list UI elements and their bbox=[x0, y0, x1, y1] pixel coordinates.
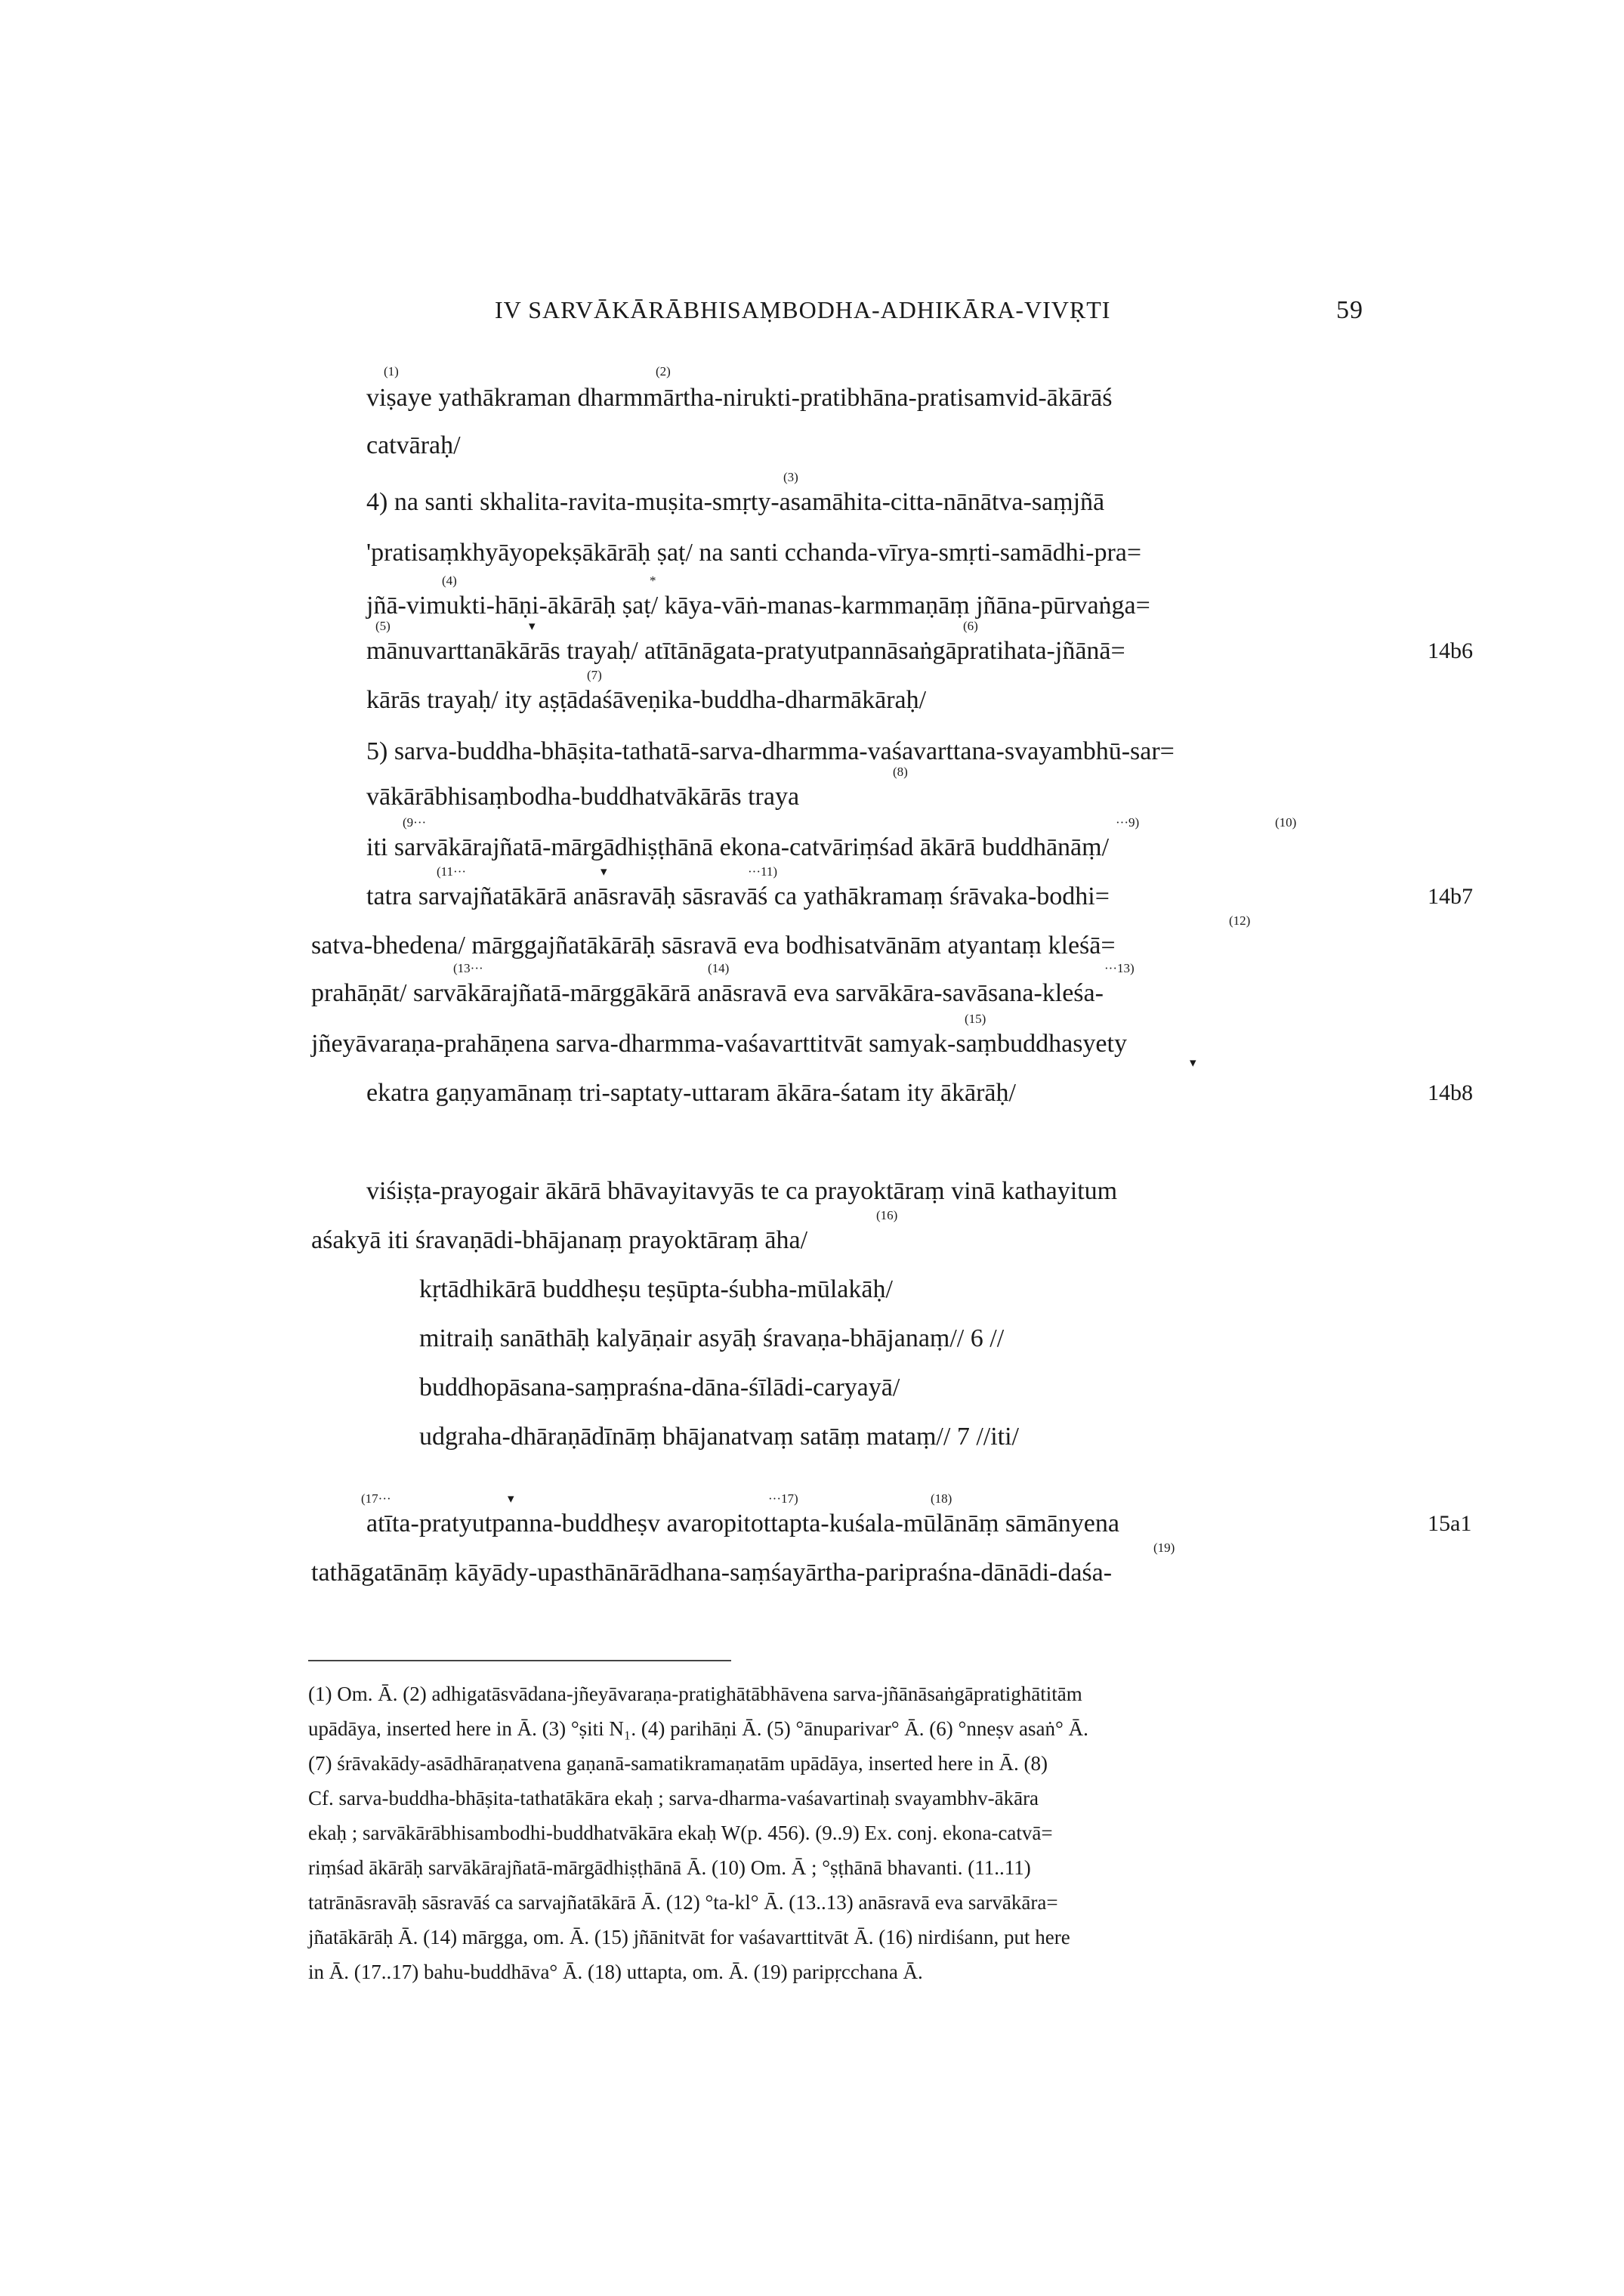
footnote-marker: (11··· bbox=[437, 864, 467, 879]
text-line: 'pratisaṃkhyāyopekṣākārāḥ ṣaṭ/ na santi cchanda-vīrya-smṛti-samādhi-pra= bbox=[366, 539, 1142, 567]
text-line: tatra sarvajñatākārā anāsravāḥ sāsravāś ca yathākramaṃ śrāvaka-bodhi= bbox=[366, 882, 1110, 910]
footnote-marker: ▾ bbox=[529, 619, 536, 633]
footnote-marker: ▾ bbox=[601, 864, 607, 879]
footnote-marker: (15) bbox=[965, 1012, 986, 1026]
footnote-marker: (19) bbox=[1153, 1540, 1175, 1555]
text-line: tathāgatānāṃ kāyādy-upasthānārādhana-saṃśayārtha-paripraśna-dānādi-daśa- bbox=[311, 1559, 1113, 1587]
footnote-marker: (17··· bbox=[361, 1491, 391, 1506]
text-line: prahāṇāt/ sarvākārajñatā-mārggākārā anāsravā eva sarvākāra-savāsana-kleśa- bbox=[311, 979, 1104, 1007]
text-line: viśiṣṭa-prayogair ākārā bhāvayitavyās te ca prayoktāraṃ vinā kathayitum bbox=[366, 1177, 1118, 1205]
footnote-line: upādāya, inserted here in Ā. (3) °ṣiti N₁. (4) parihāṇi Ā. (5) °ānuparivar° Ā. (6) °nneṣv asaṅ° Ā. bbox=[308, 1717, 1088, 1740]
footnote-marker: ▾ bbox=[1190, 1055, 1196, 1070]
footnote-marker: (13··· bbox=[453, 961, 483, 975]
text-line: kārās trayaḥ/ ity aṣṭādaśāveṇika-buddha-dharmākāraḥ/ bbox=[366, 686, 927, 714]
footnote-marker: (2) bbox=[656, 364, 671, 379]
margin-ref: 14b6 bbox=[1428, 638, 1473, 663]
footnote-line: (7) śrāvakādy-asādhāraṇatvena gaṇanā-samatikramaṇatām upādāya, inserted here in Ā. (8) bbox=[308, 1752, 1048, 1775]
footnote-line: jñatākārāḥ Ā. (14) mārgga, om. Ā. (15) jñānitvāt for vaśavarttitvāt Ā. (16) nirdiśann, put here bbox=[308, 1926, 1070, 1948]
footnote-marker: (12) bbox=[1229, 913, 1251, 928]
footnote-line: riṃśad ākārāḥ sarvākārajñatā-mārgādhiṣṭhānā Ā. (10) Om. Ā ; °ṣṭhānā bhavanti. (11..11) bbox=[308, 1856, 1031, 1879]
footnote-marker: (5) bbox=[375, 619, 391, 633]
text-line: aśakyā iti śravaṇādi-bhājanaṃ prayoktāraṃ āha/ bbox=[311, 1226, 808, 1254]
text-line: 5) sarva-buddha-bhāṣita-tathatā-sarva-dharmma-vaśavarttana-svayambhū-sar= bbox=[366, 737, 1175, 765]
footnote-marker: ▾ bbox=[508, 1491, 514, 1506]
footnote-marker: (1) bbox=[384, 364, 399, 379]
footnote-marker: ···13) bbox=[1104, 961, 1135, 975]
footnote-marker: (6) bbox=[963, 619, 978, 633]
footnote-marker: ···17) bbox=[768, 1491, 798, 1506]
text-line: viṣaye yathākraman dharmmārtha-nirukti-pratibhāna-pratisamvid-ākārāś bbox=[366, 384, 1113, 412]
footnote-marker: (4) bbox=[442, 573, 457, 588]
footnote-marker: (3) bbox=[783, 470, 798, 484]
footnote-marker: * bbox=[650, 573, 656, 588]
text-line: catvāraḥ/ bbox=[366, 431, 461, 459]
text-line: jñeyāvaraṇa-prahāṇena sarva-dharmma-vaśavarttitvāt samyak-saṃbuddhasyety bbox=[311, 1030, 1127, 1058]
footnote-marker: (7) bbox=[587, 668, 602, 682]
text-line: iti sarvākārajñatā-mārgādhiṣṭhānā ekona-catvāriṃśad ākārā buddhānāṃ/ bbox=[366, 833, 1110, 861]
verse-line: mitraiḥ sanāthāḥ kalyāṇair asyāḥ śravaṇa-bhājanaṃ// 6 // bbox=[419, 1324, 1005, 1352]
margin-ref: 14b7 bbox=[1428, 884, 1473, 909]
footnote-marker: (9··· bbox=[403, 815, 427, 830]
text-line: satva-bhedena/ mārggajñatākārāḥ sāsravā eva bodhisatvānām atyantaṃ kleśā= bbox=[311, 932, 1116, 959]
footnote-marker: (8) bbox=[893, 765, 908, 779]
footnote-divider bbox=[308, 1660, 731, 1661]
header-title: IV SARVĀKĀRĀBHISAṂBODHA-ADHIKĀRA-VIVṚTI bbox=[495, 296, 1111, 323]
verse-line: buddhopāsana-saṃpraśna-dāna-śīlādi-caryayā/ bbox=[419, 1374, 900, 1401]
footnote-marker: (10) bbox=[1275, 815, 1297, 830]
footnote-line: (1) Om. Ā. (2) adhigatāsvādana-jñeyāvaraṇa-pratighātābhāvena sarva-jñānāsaṅgāpratighātitām bbox=[308, 1683, 1082, 1705]
footnote-marker: (16) bbox=[876, 1208, 898, 1222]
page-number: 59 bbox=[1336, 296, 1363, 324]
footnote-marker: (14) bbox=[708, 961, 730, 975]
footnote-line: in Ā. (17..17) bahu-buddhāva° Ā. (18) uttapta, om. Ā. (19) paripṛcchana Ā. bbox=[308, 1961, 923, 1983]
footnote-line: ekaḥ ; sarvākārābhisambodhi-buddhatvākāra ekaḥ W(p. 456). (9..9) Ex. conj. ekona-catvā= bbox=[308, 1822, 1053, 1844]
margin-ref: 14b8 bbox=[1428, 1080, 1473, 1105]
margin-ref: 15a1 bbox=[1428, 1511, 1472, 1536]
verse-line: udgraha-dhāraṇādīnāṃ bhājanatvaṃ satāṃ mataṃ// 7 //iti/ bbox=[419, 1423, 1020, 1451]
footnote-marker: (18) bbox=[931, 1491, 952, 1506]
text-line: 4) na santi skhalita-ravita-muṣita-smṛty-asamāhita-citta-nānātva-saṃjñā bbox=[366, 488, 1105, 516]
text-line: jñā-vimukti-hāṇi-ākārāḥ ṣaṭ/ kāya-vāṅ-manas-karmmaṇāṃ jñāna-pūrvaṅga= bbox=[366, 592, 1150, 620]
text-line: mānuvarttanākārās trayaḥ/ atītānāgata-pratyutpannāsaṅgāpratihata-jñānā= bbox=[366, 637, 1125, 665]
footnote-marker: ···9) bbox=[1116, 815, 1140, 830]
text-line: ekatra gaṇyamānaṃ tri-saptaty-uttaram ākāra-śatam ity ākārāḥ/ bbox=[366, 1079, 1016, 1107]
verse-line: kṛtādhikārā buddheṣu teṣūpta-śubha-mūlakāḥ/ bbox=[419, 1275, 893, 1303]
footnote-line: tatrānāsravāḥ sāsravāś ca sarvajñatākārā Ā. (12) °ta-kl° Ā. (13..13) anāsravā eva sarvākāra= bbox=[308, 1891, 1058, 1914]
footnote-line: Cf. sarva-buddha-bhāṣita-tathatākāra ekaḥ ; sarva-dharma-vaśavartinaḥ svayambhv-ākāra bbox=[308, 1787, 1039, 1809]
text-line: atīta-pratyutpanna-buddheṣv avaropitottapta-kuśala-mūlānāṃ sāmānyena bbox=[366, 1510, 1119, 1537]
footnote-marker: ···11) bbox=[748, 864, 778, 879]
text-line: vākārābhisaṃbodha-buddhatvākārās traya bbox=[366, 783, 800, 811]
